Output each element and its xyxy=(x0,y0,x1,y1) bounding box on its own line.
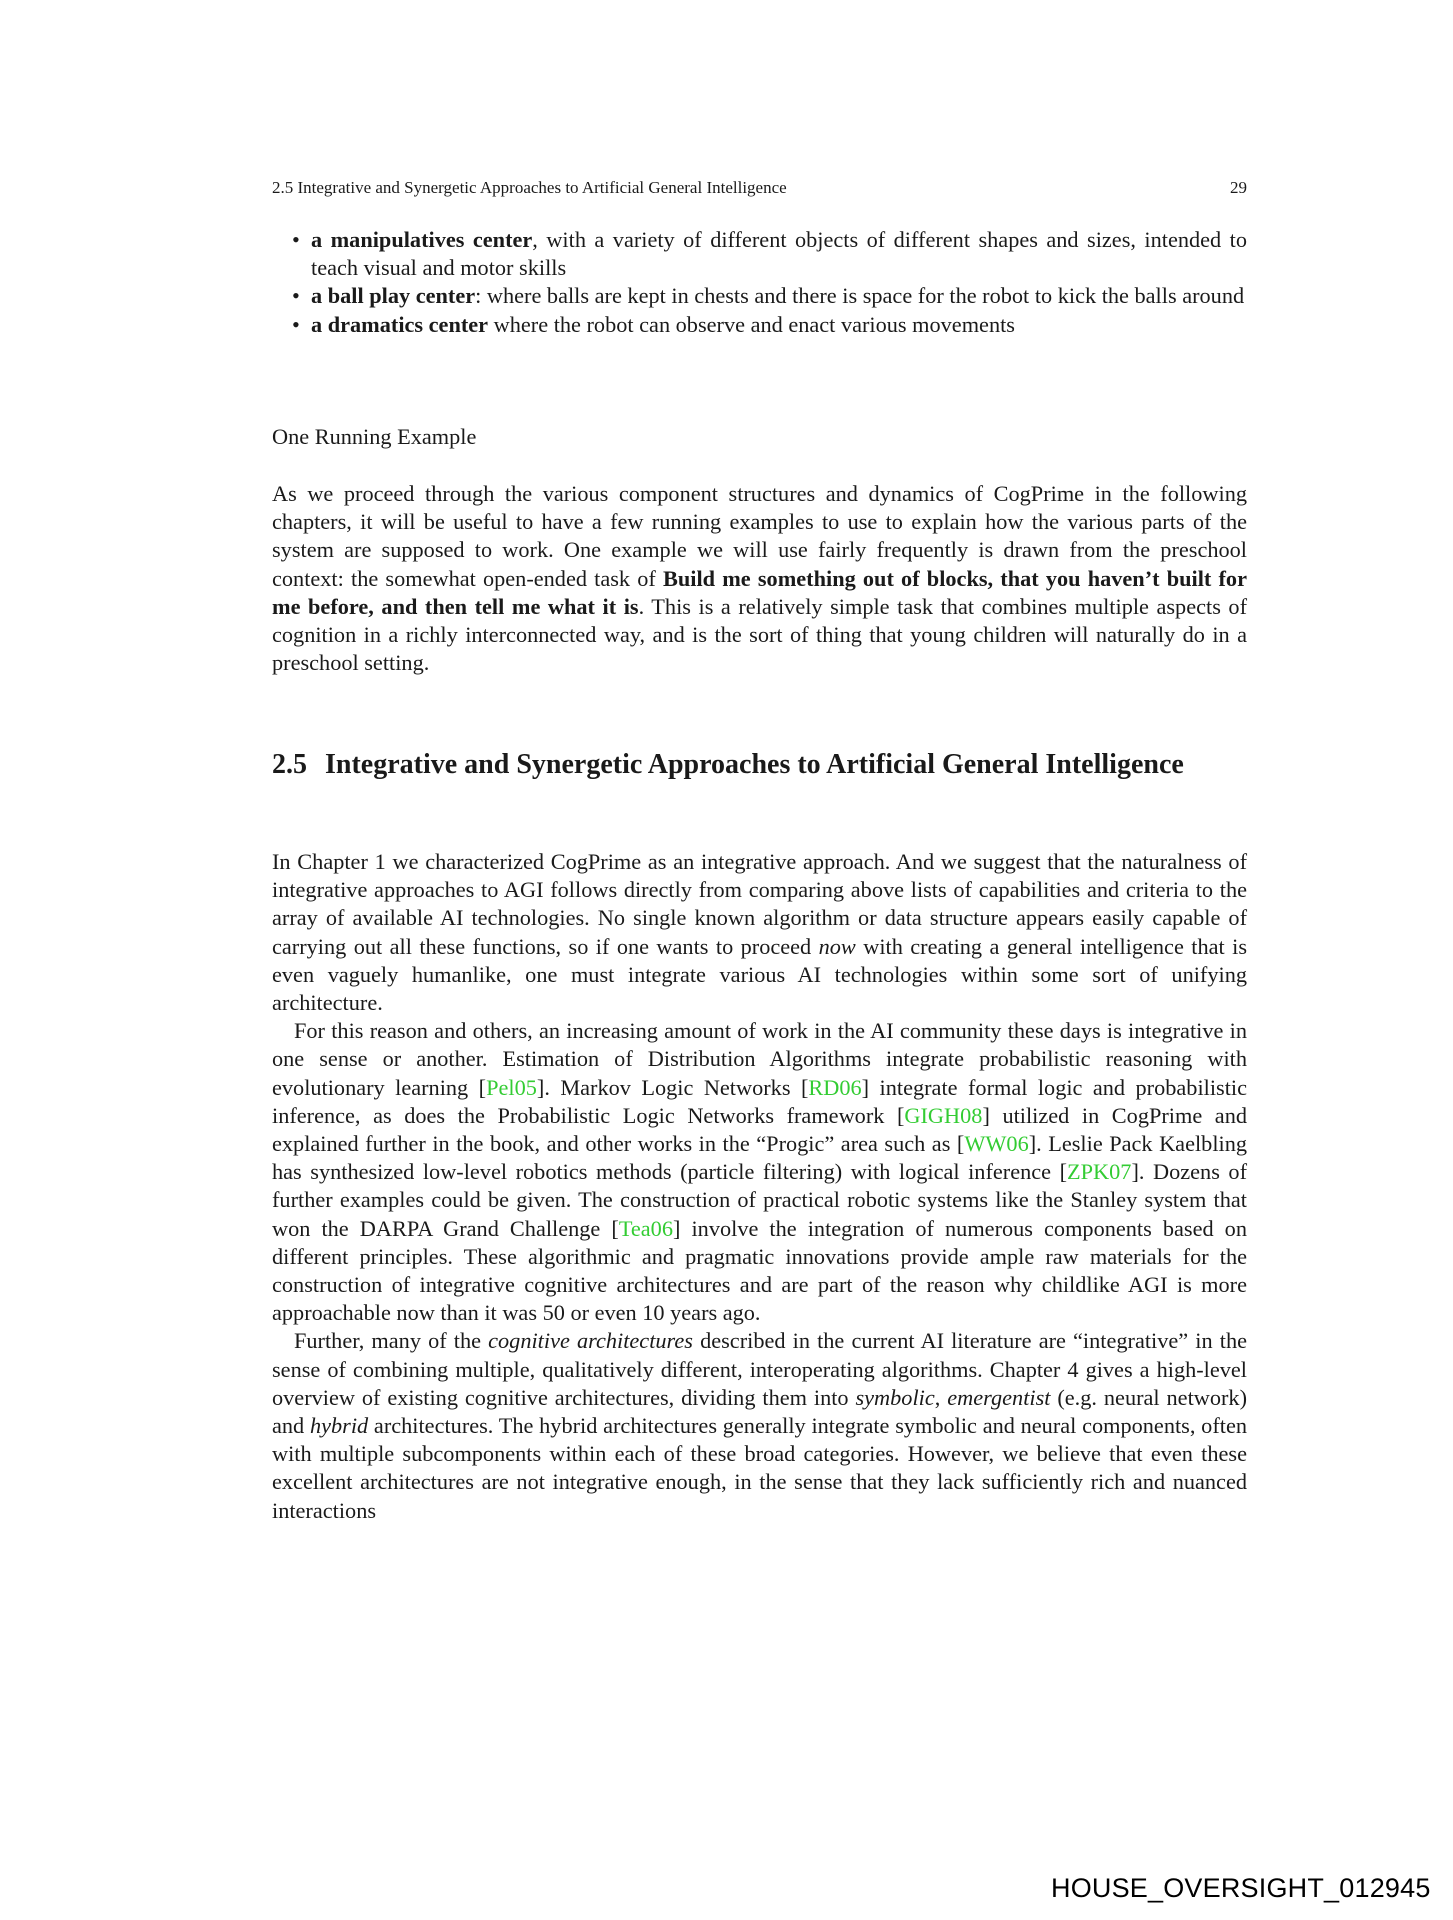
paragraph-text: As we proceed through the various component structures and dynamics of CogPrime in the following chapters, it will be useful to have a few running examples to use to explain how the various parts of the system are supposed to work. One example we will use fairly frequently is drawn from the preschool context: the somewhat open-ended task of xyxy=(272,481,1247,591)
paragraph-text: (e.g. neural network) and xyxy=(272,1384,1248,1439)
list-item-term: a dramatics center xyxy=(311,311,489,337)
paragraph xyxy=(272,848,1247,1017)
bullet-icon: • xyxy=(292,283,300,309)
section-title: Integrative and Synergetic Approaches to Artificial General Intelligence xyxy=(325,749,1184,780)
list-item xyxy=(272,282,1247,310)
paragraph-text: utilized in CogPrime and explained further in the book, and other works in the “Progic” area such as xyxy=(272,1102,1247,1157)
paragraph-text: with creating a general intelligence that is even vaguely humanlike, one must integrate various AI technologies within some sort of unifying architecture. xyxy=(272,933,1247,1016)
paragraph-text: . This is a relatively simple task that combines multiple aspects of cognition in a richly interconnected way, and is the sort of thing that young children will naturally do in a preschool setting. xyxy=(272,593,1248,676)
section-number: 2.5 xyxy=(272,749,307,780)
paragraph-text: , xyxy=(934,1384,948,1410)
list-item-term: a ball play center xyxy=(311,283,476,309)
running-head xyxy=(272,178,1247,198)
list-item xyxy=(272,226,1247,282)
section-body xyxy=(272,848,1247,1525)
list-item-text: , with a variety of different objects of different shapes and sizes, intended to teach visual and motor skills xyxy=(311,227,1247,281)
facility-centers-list xyxy=(272,226,1247,339)
emphasis: now xyxy=(818,933,856,959)
paragraph xyxy=(272,1327,1247,1524)
bullet-icon: • xyxy=(292,311,300,337)
paragraph-text: integrate formal logic and probabilistic inference, as does the Probabilistic Logic Networks framework xyxy=(272,1074,1247,1128)
list-item-term: a manipulatives center xyxy=(311,227,533,252)
paragraph-text: . Leslie Pack Kaelbling has synthesized low-level robotics methods (particle filtering) with logical inference xyxy=(272,1131,1248,1185)
paragraph-text: Further, many of the xyxy=(294,1328,489,1354)
emphasis: hybrid xyxy=(309,1413,369,1439)
list-item-text: : where balls are kept in chests and there is space for the robot to kick the balls around xyxy=(475,283,1245,309)
paragraph-text: described in the current AI literature are “integrative” in the sense of combining multiple, qualitatively different, interoperating algorithms. Chapter 4 gives a high-level overview of existing cognitive architectures, dividing them into xyxy=(272,1328,1247,1410)
running-head-title: 2.5 Integrative and Synergetic Approaches to Artificial General Intelligence xyxy=(272,178,787,197)
citation-link[interactable]: RD06 xyxy=(808,1074,862,1100)
task-emphasis: Build me something out of blocks, that you haven’t built for me before, and then tell me what it is xyxy=(272,565,1247,619)
list-item-text: where the robot can observe and enact various movements xyxy=(488,311,1015,337)
bullet-icon: • xyxy=(292,227,300,252)
paragraph-text: involve the integration of numerous components based on different principles. These algorithmic and pragmatic innovations provide ample raw materials for the construction of integrative cognitive architectures and are part of the reason why childlike AGI is more approachable now than it was 50 or even 10 years ago. xyxy=(272,1215,1247,1326)
paragraph: For this reason and others, an increasing amount of work in the AI community these days is integrative in one sense or another. Estimation of Distribution Algorithms integrate probabilistic reasoning with evolutionary learning [Pel05]. Markov Logic Networks [RD06] integrate formal logic and probabilistic inference, as does the Probabilistic Logic Networks framework [GIGH08] utilized in CogPrime and explained further in the book, and other works in the “Progic” area such as [WW06]. Leslie Pack Kaelbling has synthesized low-level robotics methods (particle filtering) with logical inference [ZPK07]. Dozens of further examples could be given. The construction of practical robotic systems like the Stanley system that won the DARPA Grand Challenge [Tea06] involve the integration of numerous components based on different principles. These algorithmic and pragmatic innovations provide ample raw materials for the construction of integrative cognitive architectures and are part of the reason why childlike AGI is more approachable now than it was 50 or even 10 years ago. xyxy=(272,1018,1248,1326)
paragraph-text: . Dozens of further examples could be given. The construction of practical robotic systems like the Stanley system that won the DARPA Grand Challenge xyxy=(272,1159,1248,1241)
citation-link[interactable]: WW06 xyxy=(964,1131,1029,1157)
paragraph-text: In Chapter 1 we characterized CogPrime as an integrative approach. And we suggest that the naturalness of integrative approaches to AGI follows directly from comparing above lists of capabilities and criteria to the array of available AI technologies. No single known algorithm or data structure appears easily capable of carrying out all these functions, so if one wants to proceed xyxy=(272,849,1247,959)
paragraph-text: . Markov Logic Networks xyxy=(544,1074,801,1100)
bates-stamp: HOUSE_OVERSIGHT_012945 xyxy=(1051,1873,1431,1903)
citation-link[interactable]: GIGH08 xyxy=(904,1102,983,1128)
citation-link[interactable]: Tea06 xyxy=(618,1215,673,1241)
subsection-heading: One Running Example xyxy=(272,424,477,449)
running-example-paragraph xyxy=(272,480,1247,677)
section-heading xyxy=(272,748,1247,781)
emphasis: emergentist xyxy=(947,1384,1051,1410)
paragraph-text: architectures. The hybrid architectures generally integrate symbolic and neural components, often with multiple subcomponents within each of these broad categories. However, we believe that even these excellent architectures are not integrative enough, in the sense that they lack sufficiently rich and nuanced interactions xyxy=(272,1413,1247,1523)
emphasis: symbolic xyxy=(855,1384,935,1410)
page-number: 29 xyxy=(1230,178,1247,197)
citation-link[interactable]: ZPK07 xyxy=(1067,1159,1132,1185)
citation-link[interactable]: Pel05 xyxy=(486,1074,537,1100)
list-item xyxy=(272,311,1247,339)
paragraph-text: For this reason and others, an increasing amount of work in the AI community these days is integrative in one sense or another. Estimation of Distribution Algorithms integrate probabilistic reasoning with evolutionary learning xyxy=(272,1018,1247,1100)
emphasis: cognitive architectures xyxy=(488,1328,693,1354)
